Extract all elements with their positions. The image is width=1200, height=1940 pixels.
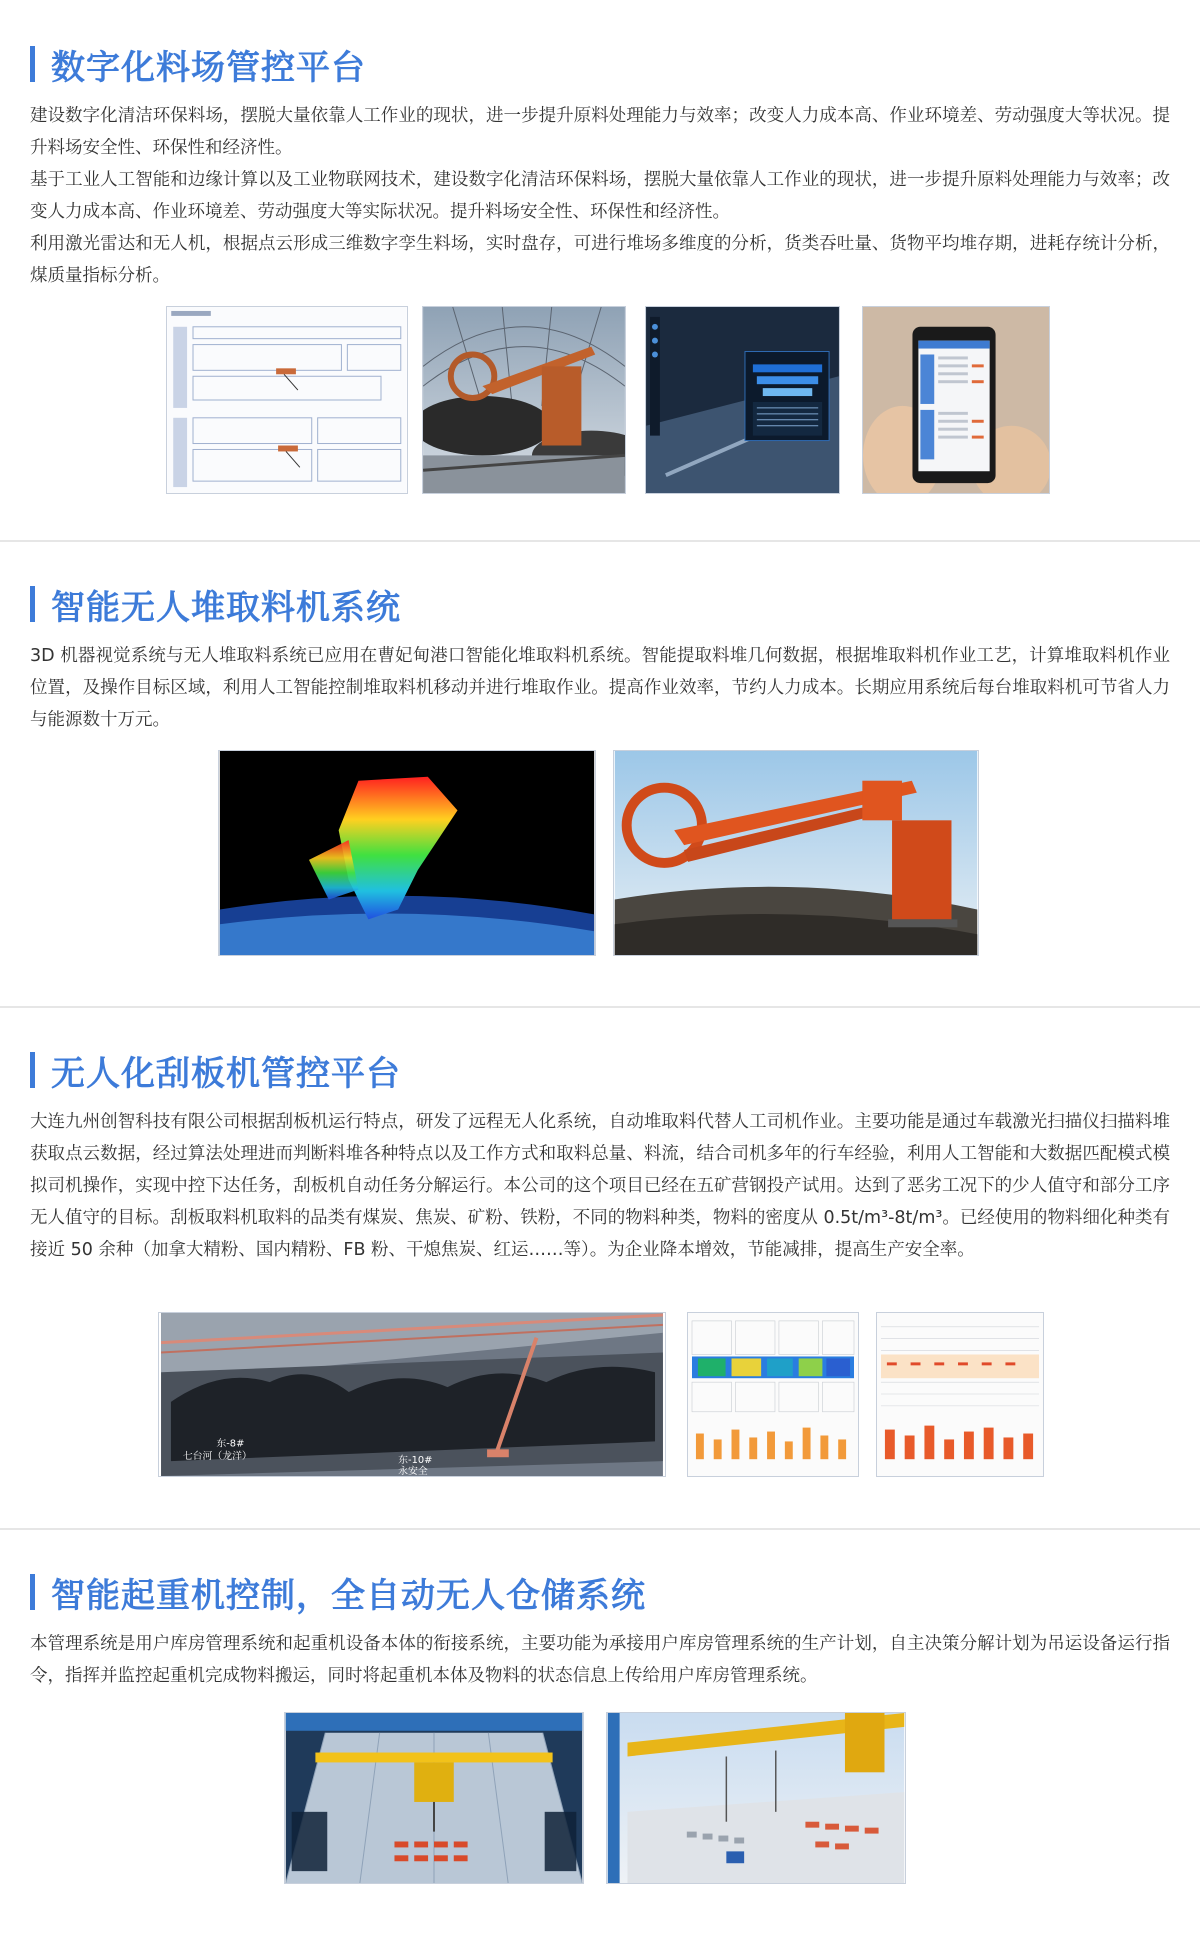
section-body-3 bbox=[30, 1106, 1170, 1266]
title-accent-bar bbox=[30, 586, 35, 622]
section-title-text: 智能起重机控制，全自动无人仓储系统 bbox=[51, 1575, 646, 1616]
mobile-app-image bbox=[862, 306, 1050, 494]
section-divider bbox=[0, 1006, 1200, 1008]
section-body-4 bbox=[30, 1628, 1170, 1692]
stacker-dome-render-image bbox=[422, 306, 626, 494]
section-title-2 bbox=[30, 582, 401, 626]
yard-label-yongan: 永安全 bbox=[398, 1466, 428, 1476]
section-title-text: 数字化料场管控平台 bbox=[51, 47, 366, 88]
section-divider bbox=[0, 540, 1200, 542]
yard-label-east-8: 东-8# bbox=[216, 1438, 245, 1450]
yard-label-east-10: 东-10# bbox=[398, 1455, 433, 1467]
warehouse-crane-view-1-image bbox=[284, 1712, 584, 1884]
warehouse-crane-view-2-image bbox=[606, 1712, 906, 1884]
title-accent-bar bbox=[30, 1574, 35, 1610]
section-title-3 bbox=[30, 1048, 401, 1092]
title-accent-bar bbox=[30, 1052, 35, 1088]
yard-dashboard-image bbox=[166, 306, 408, 494]
paragraph: 3D 机器视觉系统与无人堆取料系统已应用在曹妃甸港口智能化堆取料机系统。智能提取料堆几何数据，根据堆取料机作业工艺，计算堆取料机作业位置，及操作目标区域，利用人工智能控制堆取料机移动并进行堆取作业。提高作业效率，节约人力成本。长期应用系统后每台堆取料机可节省人力与能源数十万元。 bbox=[30, 646, 1170, 730]
paragraph: 建设数字化清洁环保料场，摆脱大量依靠人工作业的现状，进一步提升原料处理能力与效率；改变人力成本高、作业环境差、劳动强度大等状况。提升料场安全性、环保性和经济性。 bbox=[30, 106, 1170, 158]
section-body-2 bbox=[30, 640, 1170, 736]
point-cloud-image bbox=[218, 750, 596, 956]
scraper-heatmap-dashboard-image bbox=[687, 1312, 859, 1477]
title-accent-bar bbox=[30, 46, 35, 82]
paragraph: 大连九州创智科技有限公司根据刮板机运行特点，研发了远程无人化系统，自动堆取料代替人工司机作业。主要功能是通过车载激光扫描仪扫描料堆获取点云数据，经过算法处理进而判断料堆各种特点以及工作方式和取料总量、料流，结合司机多年的行车经验，利用人工智能和大数据匹配模式模拟司机操作，实现中控下达任务，刮板机自动任务分解运行。本公司的这个项目已经在五矿营钢投产试用。达到了恶劣工况下的少人值守和部分工序无人值守的目标。刮板取料机取料的品类有煤炭、焦炭、矿粉、铁粉，不同的物料种类，物料的密度从 0.5t/m³-8t/m³。已经使用的物料细化种类有接近 50 余种（加拿大精粉、国内精粉、FB 粉、干熄焦炭、红运……等）。为企业降本增效，节能减排，提高生产安全率。 bbox=[30, 1112, 1170, 1260]
reclaimer-photo-image bbox=[613, 750, 979, 956]
yard-label-qitaihe: 七台河（龙洋） bbox=[182, 1451, 252, 1463]
scraper-table-dashboard-image bbox=[876, 1312, 1044, 1477]
yard-3d-monitor-image bbox=[645, 306, 840, 494]
scraper-3d-render-image bbox=[158, 1312, 666, 1477]
section-title-text: 无人化刮板机管控平台 bbox=[51, 1053, 401, 1094]
paragraph: 本管理系统是用户库房管理系统和起重机设备本体的衔接系统，主要功能为承接用户库房管理系统的生产计划，自主决策分解计划为吊运设备运行指令，指挥并监控起重机完成物料搬运，同时将起重机本体及物料的状态信息上传给用户库房管理系统。 bbox=[30, 1634, 1170, 1686]
paragraph: 基于工业人工智能和边缘计算以及工业物联网技术，建设数字化清洁环保料场，摆脱大量依靠人工作业的现状，进一步提升原料处理能力与效率；改变人力成本高、作业环境差、劳动强度大等实际状况。提升料场安全性、环保性和经济性。 bbox=[30, 170, 1170, 222]
section-title-4 bbox=[30, 1570, 646, 1614]
section-divider bbox=[0, 1528, 1200, 1530]
paragraph: 利用激光雷达和无人机，根据点云形成三维数字孪生料场，实时盘存，可进行堆场多维度的分析，货类吞吐量、货物平均堆存期，进耗存统计分析，煤质量指标分析。 bbox=[30, 234, 1170, 286]
section-body-1 bbox=[30, 100, 1170, 292]
section-title-text: 智能无人堆取料机系统 bbox=[51, 587, 401, 628]
section-title-1 bbox=[30, 42, 366, 86]
